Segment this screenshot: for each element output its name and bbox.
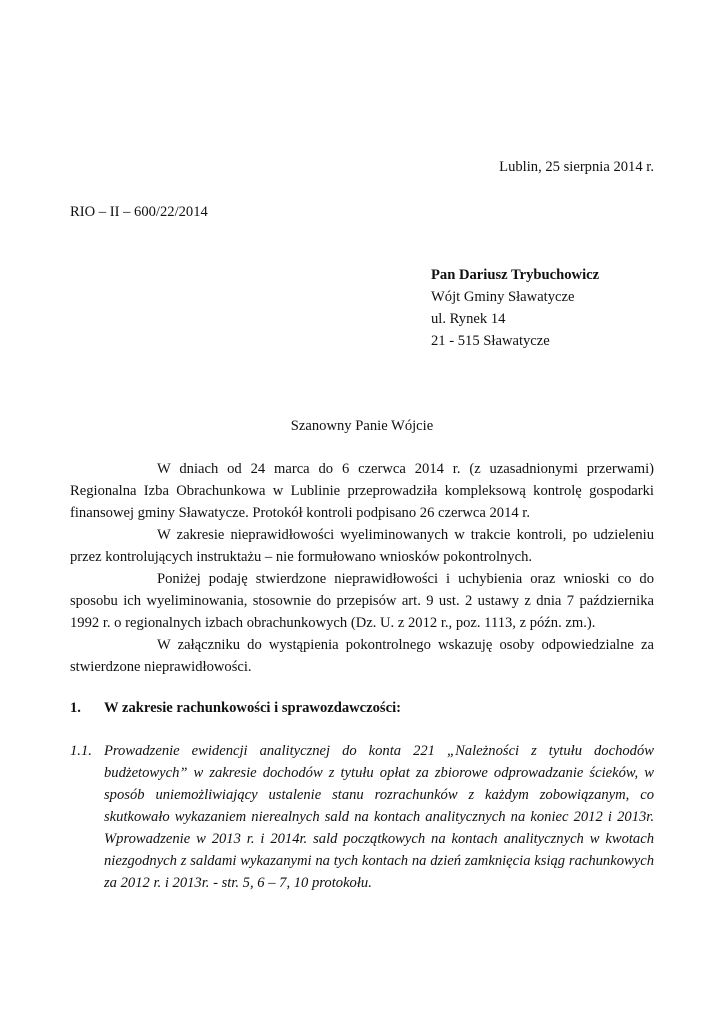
body-paragraph: Poniżej podaję stwierdzone nieprawidłowości i uchybienia oraz wnioski co do sposobu ich wyeliminowania, stosownie do przepisów art. 9 ust. 2 ustawy z dnia 7 października 1992 r. o regionalnych izbach obrachunkowych (Dz. U. z 2012 r., poz. 1113, z późn. zm.). [70, 571, 654, 631]
recipient-street: ul. Rynek 14 [431, 311, 506, 327]
recipient-position: Wójt Gminy Sławatycze [431, 289, 575, 305]
place-date: Lublin, 25 sierpnia 2014 r. [499, 159, 654, 175]
finding-item [70, 740, 654, 894]
body-paragraph: W załączniku do wystąpienia pokontrolnego wskazuję osoby odpowiedzialne za stwierdzone nieprawidłowości. [70, 637, 654, 675]
body-paragraph: W dniach od 24 marca do 6 czerwca 2014 r. (z uzasadnionymi przerwami) Regionalna Izba Obrachunkowa w Lublinie przeprowadziła kompleksową kontrolę gospodarki finansowej gminy Sławatycze. Protokół kontroli podpisano 26 czerwca 2014 r. [70, 461, 654, 521]
recipient-address [431, 264, 599, 352]
body-paragraph: W zakresie nieprawidłowości wyeliminowanych w trakcie kontroli, po udzieleniu przez kontrolujących instruktażu – nie formułowano wniosków pokontrolnych. [70, 527, 654, 565]
recipient-city: 21 - 515 Sławatycze [431, 333, 550, 349]
recipient-name: Pan Dariusz Trybuchowicz [431, 267, 600, 283]
item-text: Prowadzenie ewidencji analitycznej do konta 221 „Należności z tytułu dochodów budżetowych” w zakresie dochodów z tytułu opłat za zbiorowe odprowadzanie ścieków, w sposób uniemożliwiający ustalenie stanu rozrachunków z każdym zobowiązanym, co skutkowało wykazaniem nierealnych sald na kontach analitycznych na koniec 2012 i 2013r. Wprowadzenie w 2013 r. i 2014r. sald początkowych na kontach analitycznych w kwotach niezgodnych z saldami wykazanymi na tych kontach na dzień zamknięcia ksiąg rachunkowych za 2012 r. i 2013r. - str. 5, 6 – 7, 10 protokołu. [104, 743, 654, 891]
letter-body [70, 458, 654, 678]
section-title: W zakresie rachunkowości i sprawozdawczości: [104, 700, 401, 716]
section-number: 1. [70, 700, 81, 716]
reference-number: RIO – II – 600/22/2014 [70, 204, 208, 220]
salutation: Szanowny Panie Wójcie [290, 418, 434, 434]
item-number: 1.1. [70, 743, 92, 759]
